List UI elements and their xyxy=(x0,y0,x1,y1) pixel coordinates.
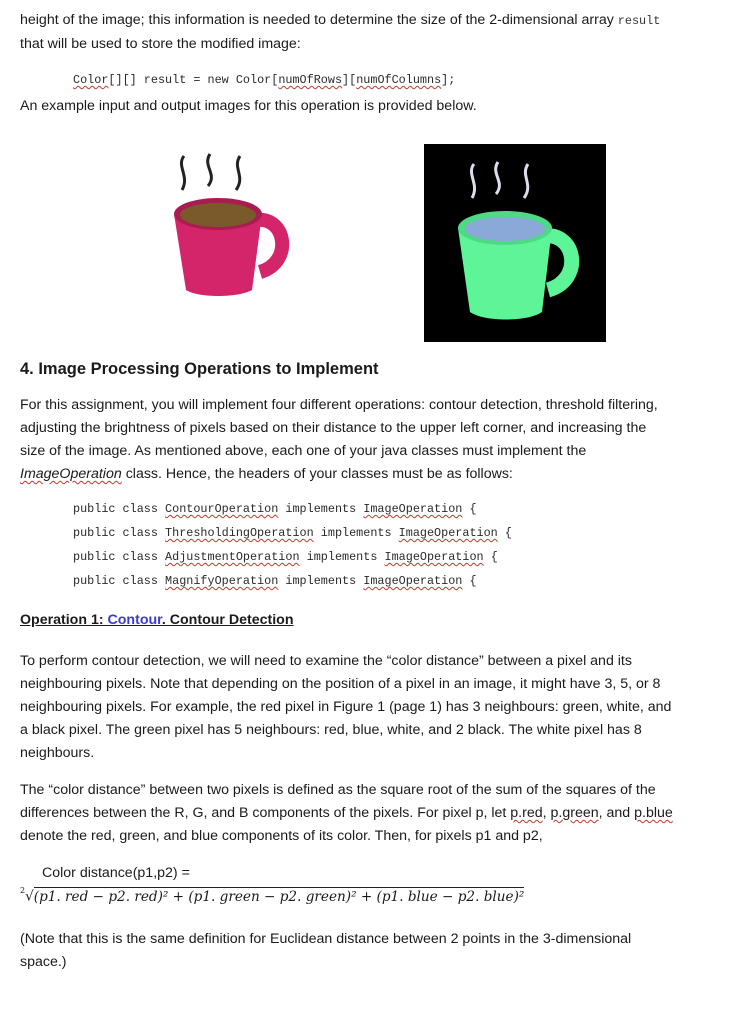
intro-line-1 xyxy=(20,9,720,33)
interface-name: ImageOperation xyxy=(398,526,498,540)
contour-para-line: a black pixel. The green pixel has 5 neighbours: red, blue, white, and 2 black. The white pixel has 8 xyxy=(20,722,642,738)
operation-1-heading xyxy=(20,612,294,628)
interface-name: ImageOperation xyxy=(384,550,484,564)
coffee-surface xyxy=(180,203,256,227)
code-part: public class xyxy=(73,526,166,540)
class-header-line xyxy=(73,502,477,516)
contour-link[interactable]: Contour xyxy=(107,612,162,628)
formula-expression: (p1. red − p2. red)² + (p1. green − p2. green)² + (p1. blue − p2. blue)² xyxy=(33,888,525,905)
p-red-term: p.red xyxy=(510,805,543,821)
color-distance-formula xyxy=(20,888,524,905)
separator: , xyxy=(542,805,551,821)
intro-text: height of the image; this information is needed to determine the size of the 2-dimensional array xyxy=(20,12,618,28)
class-header-line xyxy=(73,526,512,540)
input-mug-image xyxy=(148,144,298,300)
section-4-para-line: adjusting the brightness of pixels based on their distance to the upper left corner, and increasing the xyxy=(20,420,647,436)
code-part: ]; xyxy=(441,73,456,87)
liquid-surface xyxy=(465,217,545,241)
example-text: An example input and output images for this operation is provided below. xyxy=(20,98,477,114)
code-part: public class xyxy=(73,550,166,564)
class-name: ContourOperation xyxy=(165,502,279,516)
code-part: { xyxy=(462,574,477,588)
code-part: ][ xyxy=(342,73,357,87)
code-part: implements xyxy=(278,574,364,588)
code-part: public class xyxy=(73,502,166,516)
intro-code-result: result xyxy=(617,14,661,28)
formula-label: Color distance(p1,p2) = xyxy=(42,865,190,881)
note-line: (Note that this is the same definition for Euclidean distance between 2 points in the 3-dimensional xyxy=(20,931,632,947)
p-blue-term: p.blue xyxy=(634,805,673,821)
section-4-para-line: size of the image. As mentioned above, each one of your java classes must implement the xyxy=(20,443,587,459)
interface-name: ImageOperation xyxy=(363,574,463,588)
intro-line-2: that will be used to store the modified image: xyxy=(20,36,301,52)
class-header-line xyxy=(73,550,498,564)
section-4-para-line xyxy=(20,463,720,486)
interface-name: ImageOperation xyxy=(363,502,463,516)
distance-para-line: The “color distance” between two pixels is defined as the square root of the sum of the squares of the xyxy=(20,782,656,798)
code-part: implements xyxy=(313,526,399,540)
section-4-para-line: For this assignment, you will implement four different operations: contour detection, threshold filtering, xyxy=(20,397,658,413)
code-part: { xyxy=(483,550,498,564)
operation-1-prefix: Operation 1: xyxy=(20,612,108,628)
class-header-line xyxy=(73,574,477,588)
code-num-rows: numOfRows xyxy=(278,73,343,87)
image-operation-term: ImageOperation xyxy=(20,466,122,482)
code-part: implements xyxy=(278,502,364,516)
class-name: ThresholdingOperation xyxy=(165,526,314,540)
contour-para-line: neighbouring pixels. Note that depending on the position of a pixel in an image, it might have 3, 5, or 8 xyxy=(20,676,661,692)
contour-para-line: neighbours. xyxy=(20,745,95,761)
root-index: 2 xyxy=(20,886,26,895)
operation-1-suffix: . Contour Detection xyxy=(161,612,294,628)
class-name: AdjustmentOperation xyxy=(165,550,300,564)
code-part: public class xyxy=(73,574,166,588)
distance-para-text: differences between the R, G, and B components of the pixels. For pixel p, let xyxy=(20,805,511,821)
code-part: implements xyxy=(299,550,385,564)
code-part: [][] result = new Color[ xyxy=(108,73,279,87)
output-mug-image xyxy=(424,144,606,342)
p-green-term: p.green xyxy=(550,805,599,821)
class-name: MagnifyOperation xyxy=(165,574,279,588)
code-num-columns: numOfColumns xyxy=(356,73,442,87)
distance-para-line: denote the red, green, and blue components of its color. Then, for pixels p1 and p2, xyxy=(20,828,543,844)
code-part: { xyxy=(497,526,512,540)
code-color-type: Color xyxy=(73,73,109,87)
section-4-para-text: class. Hence, the headers of your classes must be as follows: xyxy=(121,466,513,482)
radical-sign: √ xyxy=(25,888,34,905)
distance-para-line xyxy=(20,802,720,825)
code-part: { xyxy=(462,502,477,516)
contour-para-line: To perform contour detection, we will need to examine the “color distance” between a pixel and its xyxy=(20,653,632,669)
note-line: space.) xyxy=(20,954,67,970)
section-4-heading: 4. Image Processing Operations to Implement xyxy=(20,360,379,378)
contour-para-line: neighbouring pixels. For example, the red pixel in Figure 1 (page 1) has 3 neighbours: green, white, and xyxy=(20,699,672,715)
code-result-declaration xyxy=(73,73,455,87)
separator: , and xyxy=(598,805,635,821)
